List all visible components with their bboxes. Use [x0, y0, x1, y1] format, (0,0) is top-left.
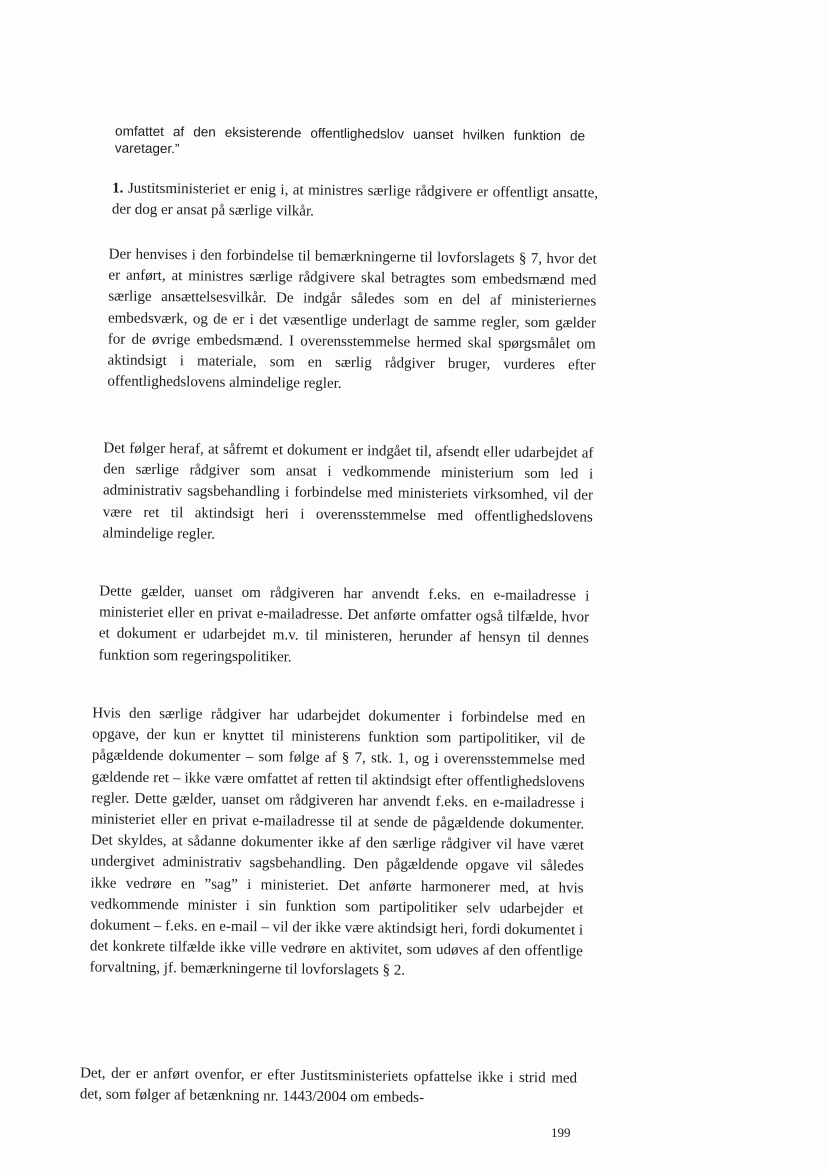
paragraph-5: Hvis den særlige rådgiver har udarbejdet dokumenter i forbindelse med en opgave, der kun er knyttet til ministerens funktion som partipolitiker, vil de pågældende dokumenter – som følge af § 7, stk. 1, og i overensstemmelse med gældende ret – ikke være omfattet af retten til aktindsigt efter offentlighedslovens regler. Dette gælder, uanset om rådgiveren har anvendt f.eks. en e-mailadresse i ministeriet eller en privat e-mailadresse til at sende de pågældende dokumenter. Det skyldes, at sådanne dokumenter ikke af den særlige rådgiver vil have været undergivet administrativ sagsbehandling. Den pågældende opgave vil således ikke vedrøre en ”sag” i ministeriet. Det anførte harmonerer med, at hvis vedkommende minister i sin funktion som partipolitiker selv udarbejder et dokument – f.eks. en e-mail – vil der ikke være aktindsigt heri, fordi dokumentet i det konkrete tilfælde ikke ville vedrøre en aktivitet, som udøves af den offentlige forvaltning, jf. bemærkningerne til lovforslagets § 2. — [89, 705, 586, 980]
page-number: 199 — [551, 1125, 571, 1140]
paragraph-number: 1. — [112, 180, 124, 197]
paragraph-1-text: Justitsministeriet er enig i, at ministres særlige rådgivere er offentligt ansatte, der dog er ansat på særlige vilkår. — [111, 180, 599, 220]
quote-end-paragraph: omfattet af den eksisterende offentlighedslov uanset hvilken funktion de varetager.” — [114, 123, 586, 156]
paragraph-1 — [112, 178, 598, 225]
paragraph-6: Det, der er anført ovenfor, er efter Justitsministeriets opfattelse ikke i strid med det, som følger af betænkning nr. 1443/2004 om embeds- — [79, 1065, 578, 1107]
paragraph-4: Dette gælder, uanset om rådgiveren har anvendt f.eks. en e-mailadresse i ministeriet eller en privat e-mailadresse. Det anførte omfatter også tilfælde, hvor et dokument er udarbejdet m.v. til ministeren, herunder af hensyn til dennes funktion som regeringspolitiker. — [98, 583, 590, 666]
paragraph-2: Der henvises i den forbindelse til bemærkningerne til lovforslagets § 7, hvor det er anført, at ministres særlige rådgivere skal betragtes som embedsmænd med særlige ansættelsesvilkår. De indgår således som en del af ministeriernes embedsværk, og de er i det væsentlige underlagt de samme regler, som gælder for de øvrige embedsmænd. I overensstemmelse hermed skal spørgsmålet om aktindsigt i materiale, som en særlig rådgiver bruger, vurderes efter offentlighedslovens almindelige regler. — [107, 246, 597, 393]
paragraph-3: Det følger heraf, at såfremt et dokument er indgået til, afsendt eller udarbejdet af den særlige rådgiver som ansat i vedkommende ministerium som led i administrativ sagsbehandling i forbindelse med ministeriets virksomhed, vil der være ret til aktindsigt heri i overensstemmelse med offentlighedslovens almindelige regler. — [102, 440, 594, 543]
